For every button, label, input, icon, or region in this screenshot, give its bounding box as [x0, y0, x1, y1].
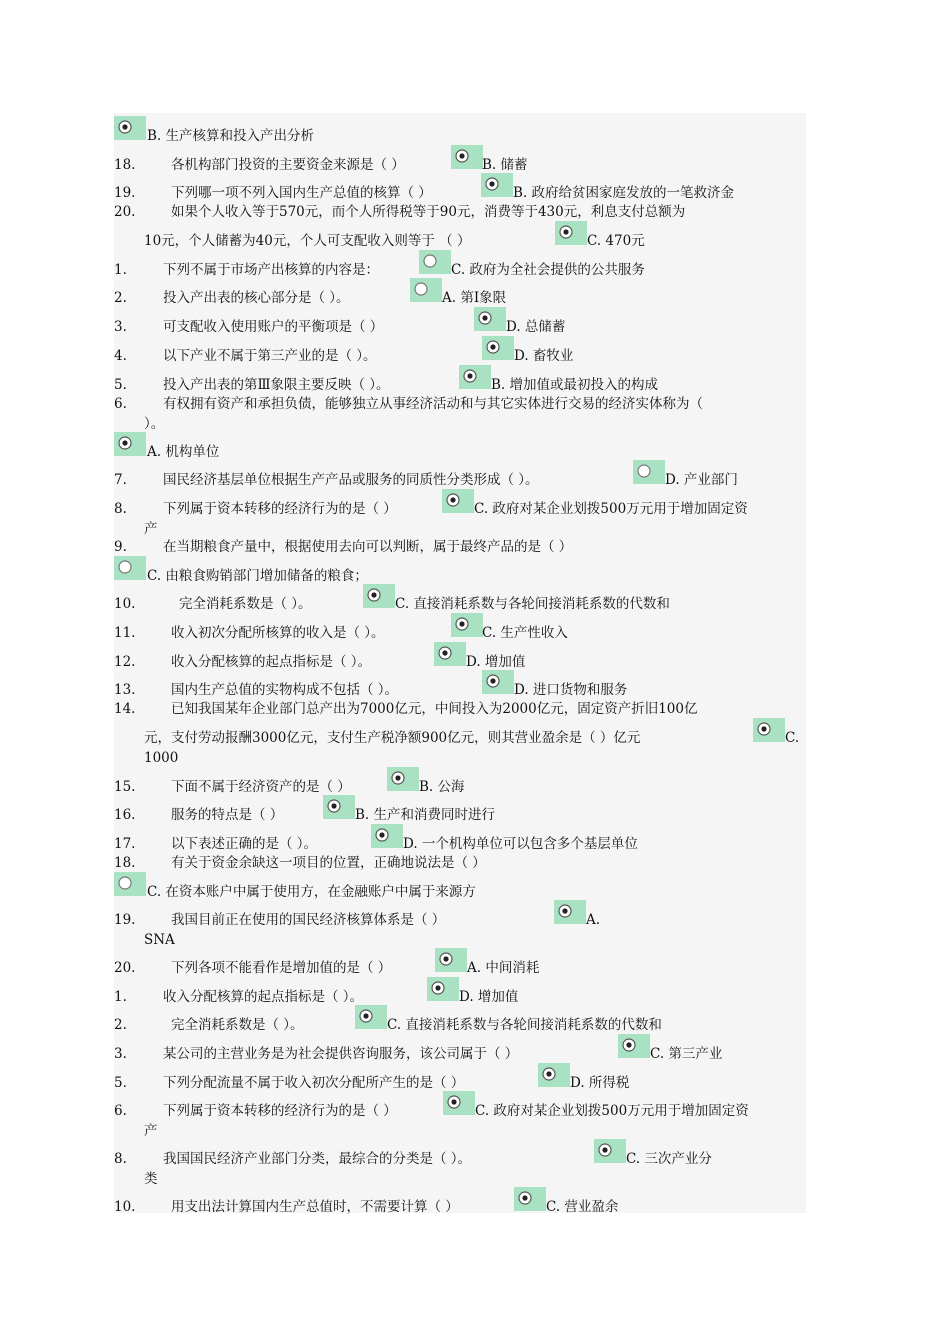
- question-number: 5.: [114, 377, 127, 393]
- question-number: 8.: [114, 501, 127, 517]
- answer-option[interactable]: D. 进口货物和服务: [514, 682, 628, 698]
- question-number: 2.: [114, 1017, 127, 1033]
- continuation-text: 产: [144, 1123, 158, 1139]
- question-number: 6.: [114, 396, 127, 412]
- question-number: 20.: [114, 204, 136, 220]
- answer-option[interactable]: C. 470元: [587, 233, 645, 249]
- answer-option[interactable]: D. 产业部门: [665, 472, 738, 488]
- question-text: 下面不属于经济资产的是（ ）: [171, 779, 351, 795]
- question-text: 以下产业不属于第三产业的是（ ）。: [163, 348, 377, 364]
- question-text: 下列分配流量不属于收入初次分配所产生的是（ ）: [163, 1075, 465, 1091]
- question-item: [114, 319, 806, 335]
- question-item: [114, 204, 806, 220]
- answer-option[interactable]: C. 直接消耗系数与各轮间接消耗系数的代数和: [387, 1017, 662, 1033]
- radio-selected-icon[interactable]: [387, 767, 419, 791]
- question-text: 下列各项不能看作是增加值的是（ ）: [171, 960, 392, 976]
- question-text: 我国国民经济产业部门分类，最综合的分类是（ ）。: [163, 1151, 472, 1167]
- question-item: [114, 539, 806, 555]
- continuation-text: ）。: [144, 416, 165, 432]
- question-item: [114, 730, 806, 766]
- radio-selected-icon[interactable]: [451, 145, 483, 169]
- question-item: [114, 472, 806, 488]
- answer-option[interactable]: C. 政府为全社会提供的公共服务: [451, 262, 645, 278]
- radio-selected-icon[interactable]: [482, 336, 514, 360]
- answer-option[interactable]: C. 政府对某企业划拨500万元用于增加固定资: [475, 1103, 749, 1119]
- radio-selected-icon[interactable]: [427, 977, 459, 1001]
- radio-selected-icon[interactable]: [555, 221, 587, 245]
- radio-selected-icon[interactable]: [435, 948, 467, 972]
- answer-option[interactable]: A. 第Ⅰ象限: [442, 290, 507, 306]
- continuation-text: 类: [144, 1171, 158, 1187]
- radio-selected-icon[interactable]: [482, 670, 514, 694]
- question-text: 收入分配核算的起点指标是（ ）。: [171, 654, 372, 670]
- question-number: 20.: [114, 960, 136, 976]
- radio-selected-icon[interactable]: [355, 1005, 387, 1029]
- answer-option[interactable]: B. 储蓄: [482, 157, 528, 173]
- question-item: [114, 682, 806, 698]
- question-item: [114, 348, 806, 364]
- question-item: [114, 855, 806, 871]
- question-item: [114, 884, 806, 900]
- radio-empty-icon[interactable]: [633, 460, 665, 484]
- question-item: [114, 960, 806, 976]
- radio-selected-icon[interactable]: [538, 1063, 570, 1087]
- question-number: 1.: [114, 989, 127, 1005]
- question-text: 我国目前正在使用的国民经济核算体系是（ ）: [171, 912, 446, 928]
- answer-option[interactable]: B. 生产核算和投入产出分析: [147, 128, 315, 144]
- question-text: 完全消耗系数是（ ）。: [179, 596, 312, 612]
- answer-option[interactable]: C. 三次产业分: [626, 1151, 712, 1167]
- question-item: [114, 1199, 806, 1215]
- question-item: [114, 1075, 806, 1091]
- question-number: 18.: [114, 855, 136, 871]
- question-number: 19.: [114, 185, 136, 201]
- question-number: 9.: [114, 539, 127, 555]
- question-item: [114, 807, 806, 823]
- radio-empty-icon[interactable]: [114, 556, 146, 580]
- question-text: 国民经济基层单位根据生产产品或服务的同质性分类形成（ ）。: [163, 472, 539, 488]
- question-number: 8.: [114, 1151, 127, 1167]
- question-item: [114, 396, 806, 432]
- question-text: 元，支付劳动报酬3000亿元，支付生产税净额900亿元，则其营业盈余是（ ）亿元: [144, 730, 641, 746]
- question-text: 已知我国某年企业部门总产出为7000亿元，中间投入为2000亿元，固定资产折旧100亿: [171, 701, 698, 717]
- question-item: [114, 779, 806, 795]
- radio-selected-icon[interactable]: [114, 432, 146, 456]
- question-text: 下列属于资本转移的经济行为的是（ ）: [163, 501, 397, 517]
- question-item: [114, 701, 806, 717]
- question-number: 3.: [114, 1046, 127, 1062]
- answer-option[interactable]: D. 畜牧业: [514, 348, 574, 364]
- question-item: [114, 1103, 806, 1139]
- question-text: 下列不属于市场产出核算的内容是：: [163, 262, 379, 278]
- question-number: 14.: [114, 701, 136, 717]
- answer-option[interactable]: A. 中间消耗: [467, 960, 540, 976]
- question-item: [114, 989, 806, 1005]
- question-item: [114, 290, 806, 306]
- radio-selected-icon[interactable]: [594, 1139, 626, 1163]
- question-item: [114, 377, 806, 393]
- answer-option[interactable]: B. 生产和消费同时进行: [355, 807, 496, 823]
- question-item: [114, 568, 806, 584]
- question-text: 完全消耗系数是（ ）。: [171, 1017, 304, 1033]
- question-number: 1.: [114, 262, 127, 278]
- continuation-text: SNA: [144, 932, 175, 948]
- answer-option[interactable]: C. 政府对某企业划拨500万元用于增加固定资: [474, 501, 748, 517]
- question-item: [114, 1046, 806, 1062]
- answer-option[interactable]: A. 机构单位: [147, 444, 220, 460]
- radio-selected-icon[interactable]: [323, 795, 355, 819]
- question-number: 16.: [114, 807, 136, 823]
- question-number: 7.: [114, 472, 127, 488]
- question-text: 各机构部门投资的主要资金来源是（ ）: [171, 157, 405, 173]
- answer-option[interactable]: B. 公海: [419, 779, 465, 795]
- radio-selected-icon[interactable]: [474, 307, 506, 331]
- question-item: [114, 128, 806, 144]
- question-number: 2.: [114, 290, 127, 306]
- radio-empty-icon[interactable]: [410, 278, 442, 302]
- question-number: 5.: [114, 1075, 127, 1091]
- question-number: 12.: [114, 654, 136, 670]
- question-item: [114, 233, 806, 249]
- answer-option[interactable]: C. 营业盈余: [546, 1199, 619, 1215]
- question-text: 收入分配核算的起点指标是（ ）。: [163, 989, 364, 1005]
- question-text: 有关于资金余缺这一项目的位置，正确地说法是（ ）: [171, 855, 486, 871]
- radio-selected-icon[interactable]: [514, 1187, 546, 1211]
- question-number: 19.: [114, 912, 136, 928]
- answer-option[interactable]: A.: [586, 912, 601, 928]
- question-text: 收入初次分配所核算的收入是（ ）。: [171, 625, 385, 641]
- question-item: [114, 1017, 806, 1033]
- answer-option[interactable]: B. 政府给贫困家庭发放的一笔救济金: [513, 185, 735, 201]
- question-item: [114, 444, 806, 460]
- radio-empty-icon[interactable]: [419, 250, 451, 274]
- radio-selected-icon[interactable]: [451, 613, 483, 637]
- question-item: [114, 912, 806, 948]
- answer-option[interactable]: C. 直接消耗系数与各轮间接消耗系数的代数和: [395, 596, 670, 612]
- radio-selected-icon[interactable]: [442, 489, 474, 513]
- question-number: 18.: [114, 157, 136, 173]
- question-item: [114, 501, 806, 537]
- question-text: 以下表述正确的是（ ）。: [171, 836, 318, 852]
- question-text: 下列属于资本转移的经济行为的是（ ）: [163, 1103, 397, 1119]
- question-number: 6.: [114, 1103, 127, 1119]
- radio-selected-icon[interactable]: [363, 584, 395, 608]
- answer-option[interactable]: D. 一个机构单位可以包含多个基层单位: [403, 836, 638, 852]
- question-text: 下列哪一项不列入国内生产总值的核算（ ）: [171, 185, 432, 201]
- question-item: [114, 157, 806, 173]
- question-text: 10元，个人储蓄为40元，个人可支配收入则等于 （ ）: [144, 233, 471, 249]
- question-item: [114, 185, 806, 201]
- question-number: 13.: [114, 682, 136, 698]
- question-number: 17.: [114, 836, 136, 852]
- question-number: 4.: [114, 348, 127, 364]
- radio-selected-icon[interactable]: [459, 365, 491, 389]
- answer-option[interactable]: D. 增加值: [466, 654, 526, 670]
- question-text: 可支配收入使用账户的平衡项是（ ）: [163, 319, 384, 335]
- answer-option[interactable]: C. 由粮食购销部门增加储备的粮食；: [147, 568, 368, 584]
- radio-selected-icon[interactable]: [434, 642, 466, 666]
- answer-option[interactable]: C. 生产性收入: [482, 625, 568, 641]
- question-text: 投入产出表的第Ⅲ象限主要反映（ ）。: [163, 377, 390, 393]
- continuation-text: 产: [144, 521, 158, 537]
- radio-selected-icon[interactable]: [554, 900, 586, 924]
- radio-selected-icon[interactable]: [371, 824, 403, 848]
- radio-selected-icon[interactable]: [618, 1034, 650, 1058]
- radio-selected-icon[interactable]: [114, 116, 146, 140]
- question-item: [114, 596, 806, 612]
- radio-selected-icon[interactable]: [753, 718, 785, 742]
- question-text: 有权拥有资产和承担负债，能够独立从事经济活动和与其它实体进行交易的经济实体称为（: [163, 396, 703, 412]
- question-item: [114, 262, 806, 278]
- answer-option[interactable]: D. 增加值: [459, 989, 519, 1005]
- answer-option[interactable]: C. 第三产业: [650, 1046, 723, 1062]
- question-item: [114, 1151, 806, 1187]
- question-text: 投入产出表的核心部分是（ ）。: [163, 290, 350, 306]
- question-text: 国内生产总值的实物构成不包括（ ）。: [171, 682, 399, 698]
- question-number: 10.: [114, 596, 136, 612]
- answer-option[interactable]: D. 所得税: [570, 1075, 630, 1091]
- question-number: 15.: [114, 779, 136, 795]
- question-item: [114, 654, 806, 670]
- question-text: 用支出法计算国内生产总值时，不需要计算（ ）: [171, 1199, 459, 1215]
- question-text: 某公司的主营业务是为社会提供咨询服务，该公司属于（ ）: [163, 1046, 519, 1062]
- question-number: 3.: [114, 319, 127, 335]
- question-text: 如果个人收入等于570元，而个人所得税等于90元，消费等于430元，利息支付总额为: [171, 204, 686, 220]
- radio-empty-icon[interactable]: [114, 872, 146, 896]
- question-text: 在当期粮食产量中，根据使用去向可以判断，属于最终产品的是（ ）: [163, 539, 573, 555]
- question-item: [114, 836, 806, 852]
- radio-selected-icon[interactable]: [443, 1091, 475, 1115]
- question-number: 11.: [114, 625, 136, 641]
- question-item: [114, 625, 806, 641]
- answer-option[interactable]: B. 增加值或最初投入的构成: [491, 377, 659, 393]
- question-number: 10.: [114, 1199, 136, 1215]
- question-text: 服务的特点是（ ）: [171, 807, 284, 823]
- answer-option[interactable]: D. 总储蓄: [506, 319, 566, 335]
- radio-selected-icon[interactable]: [481, 173, 513, 197]
- answer-option[interactable]: C.: [785, 730, 800, 746]
- answer-option[interactable]: C. 在资本账户中属于使用方，在金融账户中属于来源方: [147, 884, 476, 900]
- continuation-text: 1000: [144, 750, 179, 766]
